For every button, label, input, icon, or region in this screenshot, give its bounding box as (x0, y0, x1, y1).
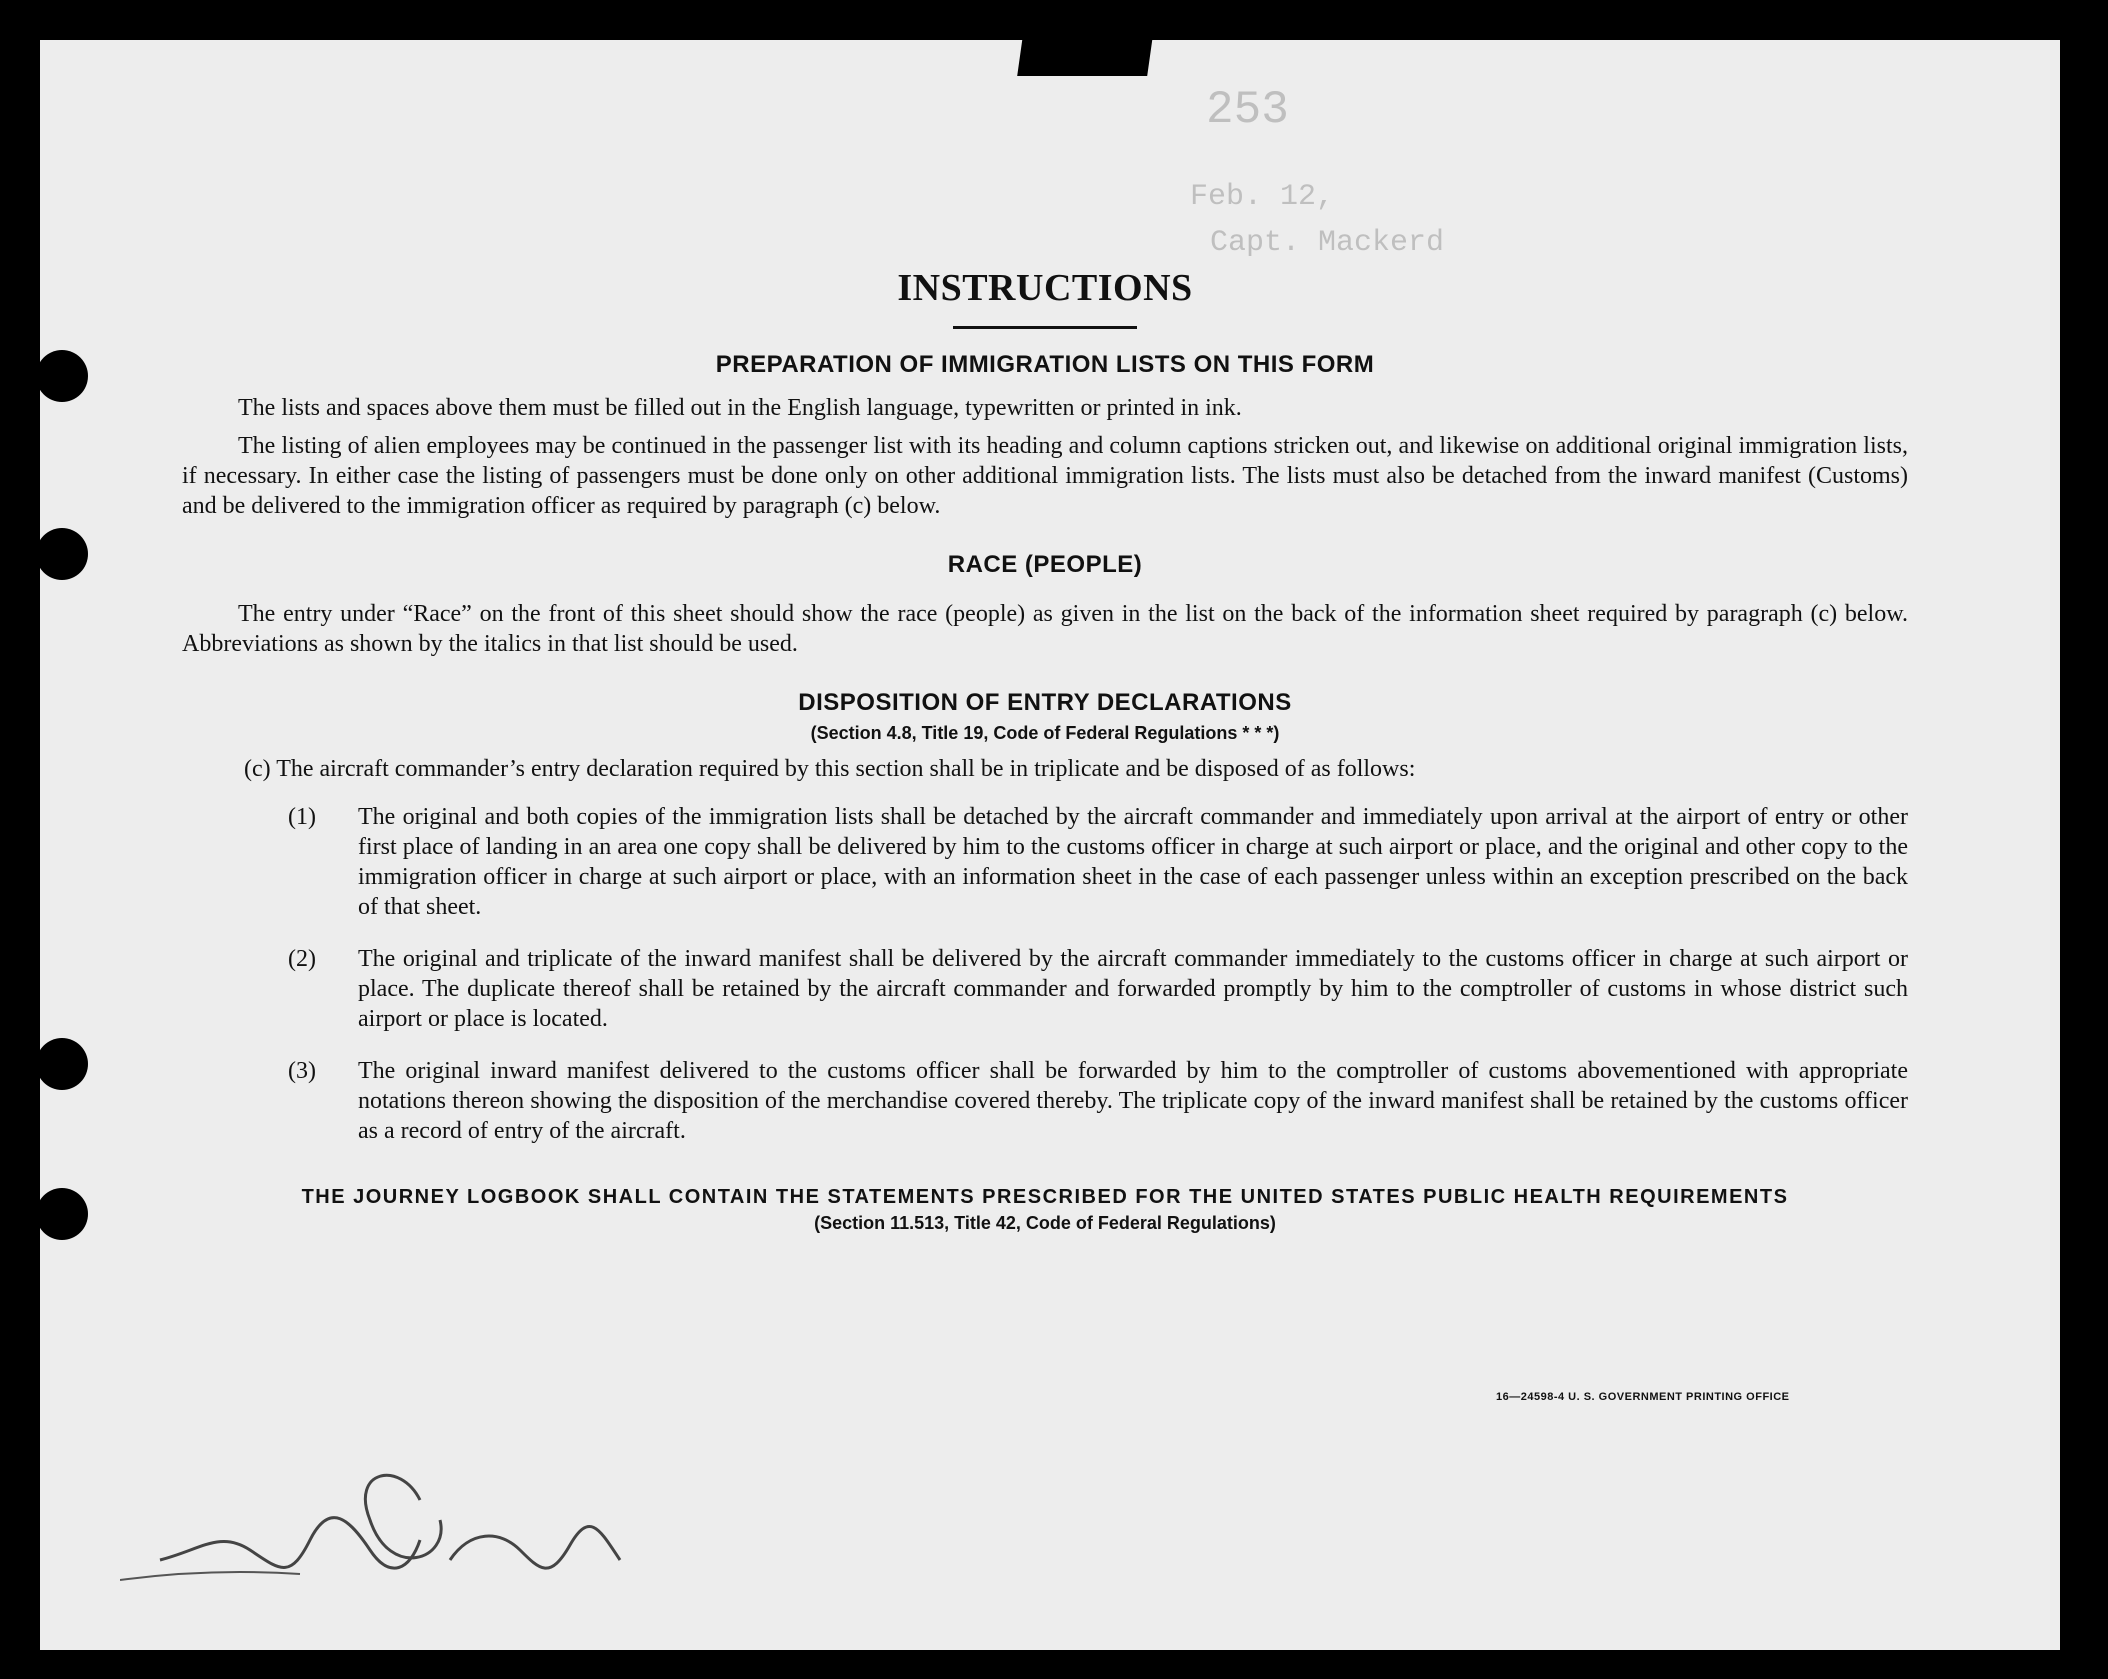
paragraph: The entry under “Race” on the front of this sheet should show the race (people) as given in the list on the back of the information sheet required by paragraph (c) below. Abbreviations as shown by the italics in that list should be used. (182, 601, 1908, 657)
item-text: The original inward manifest delivered to the customs officer shall be forwarded by him to the comptroller of customs abovementioned with appropriate notations thereon showing the disposition of the merchandise covered thereby. The triplicate copy of the inward manifest shall be retained by the customs officer as a record of entry of the aircraft. (358, 1058, 1908, 1144)
binder-hole (40, 350, 88, 402)
paragraph: The listing of alien employees may be continued in the passenger list with its heading and column captions stricken out, and likewise on additional original immigration lists, if necessary. In either case the listing of passengers must be done only on other additional immigration lists. The lists must also be detached from the inward manifest (Customs) and be delivered to the immigration officer as required by paragraph (c) below. (182, 433, 1908, 519)
document-page (40, 40, 2060, 1650)
binder-hole (40, 528, 88, 580)
printer-imprint: 16—24598-4 U. S. GOVERNMENT PRINTING OFFICE (1496, 1391, 1790, 1403)
list-item (182, 944, 1908, 1034)
item-text: The original and triplicate of the inward manifest shall be delivered by the aircraft commander immediately to the customs officer in charge at such airport or place. The duplicate thereof shall be retained by the aircraft commander and forwarded promptly by him to the comptroller of customs in whose district such airport or place is located. (358, 946, 1908, 1032)
page-title: INSTRUCTIONS (897, 267, 1193, 309)
title-rule (953, 326, 1137, 329)
item-number: (2) (288, 946, 316, 972)
item-number: (3) (288, 1058, 316, 1084)
item-number: (1) (288, 804, 316, 830)
paragraph-c: (c) The aircraft commander’s entry declaration required by this section shall be in triplicate and be disposed of as follows: (244, 756, 1416, 782)
bleed-through-text: Capt. Mackerd (1210, 226, 1445, 260)
paragraph: The lists and spaces above them must be filled out in the English language, typewritten or printed in ink. (238, 395, 1242, 421)
section-heading: DISPOSITION OF ENTRY DECLARATIONS (798, 689, 1292, 716)
health-reference: (Section 11.513, Title 42, Code of Federal Regulations) (814, 1213, 1276, 1233)
bleed-through-text: 253 (1206, 84, 1289, 136)
binder-hole (40, 1038, 88, 1090)
regulation-reference: (Section 4.8, Title 19, Code of Federal Regulations * * *) (810, 723, 1280, 743)
list-item (182, 1056, 1908, 1146)
handwritten-signature (120, 1440, 640, 1620)
health-statement: THE JOURNEY LOGBOOK SHALL CONTAIN THE STATEMENTS PRESCRIBED FOR THE UNITED STATES PUBLIC HEALTH REQUIREMENTS (301, 1186, 1789, 1208)
list-item (182, 802, 1908, 922)
black-tab-mark (1017, 40, 1153, 76)
bleed-through-text: Feb. 12, (1190, 180, 1335, 214)
binder-hole (40, 1188, 88, 1240)
section-heading: RACE (PEOPLE) (947, 551, 1143, 578)
instructions-body (182, 266, 1908, 1234)
item-text: The original and both copies of the immigration lists shall be detached by the aircraft commander and immediately upon arrival at the airport of entry or other first place of landing in an area one copy shall be delivered by him to the customs officer in charge at such airport or place, and the original and other copy to the immigration officer in charge at such airport or place, with an information sheet in the case of each passenger unless within an exception prescribed on the back of that sheet. (358, 804, 1908, 920)
section-heading: PREPARATION OF IMMIGRATION LISTS ON THIS FORM (715, 351, 1375, 378)
